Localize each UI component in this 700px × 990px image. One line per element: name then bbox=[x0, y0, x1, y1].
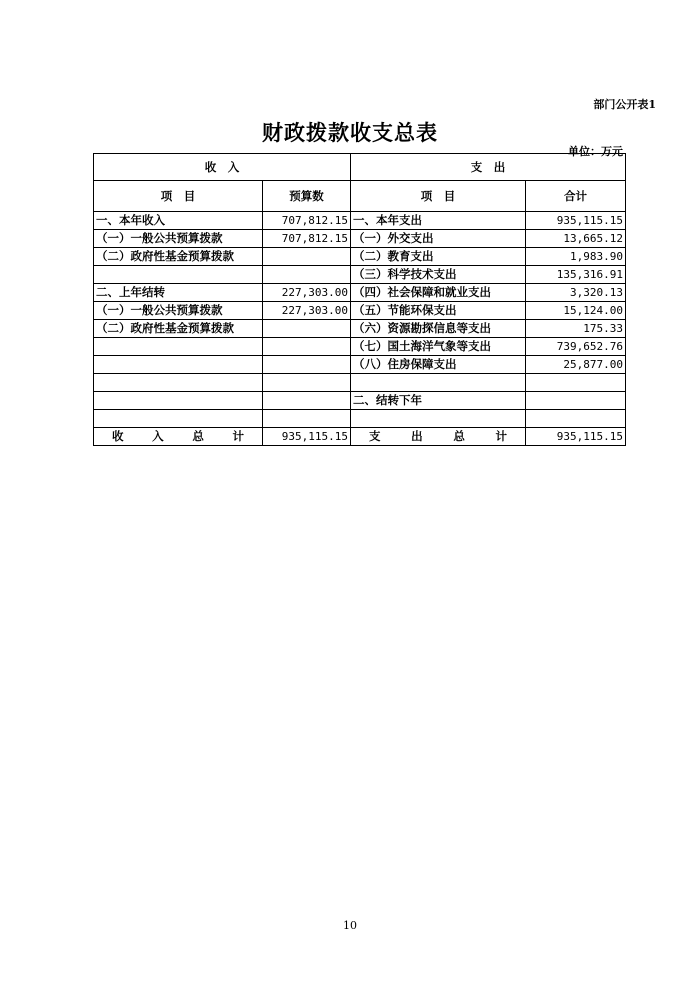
expense-item-cell bbox=[351, 410, 526, 428]
expense-item-cell: （七）国土海洋气象等支出 bbox=[351, 338, 526, 356]
expense-item-cell: （三）科学技术支出 bbox=[351, 266, 526, 284]
table-row bbox=[94, 356, 626, 374]
budget-value-cell bbox=[263, 266, 351, 284]
expense-item-cell: 一、本年支出 bbox=[351, 212, 526, 230]
total-value-cell bbox=[526, 392, 626, 410]
table-row bbox=[94, 320, 626, 338]
total-row bbox=[94, 428, 626, 446]
expense-total-label bbox=[351, 428, 526, 446]
budget-value-cell bbox=[263, 248, 351, 266]
total-value-cell bbox=[526, 410, 626, 428]
budget-value-cell bbox=[263, 320, 351, 338]
expense-item-cell: （五）节能环保支出 bbox=[351, 302, 526, 320]
column-header-row bbox=[94, 181, 626, 212]
total-value-cell: 3,320.13 bbox=[526, 284, 626, 302]
table-row bbox=[94, 338, 626, 356]
table-row bbox=[94, 302, 626, 320]
total-value-cell: 1,983.90 bbox=[526, 248, 626, 266]
income-item-cell: （二）政府性基金预算拨款 bbox=[94, 248, 263, 266]
budget-header: 预算数 bbox=[263, 181, 351, 212]
income-item-cell bbox=[94, 392, 263, 410]
table-row bbox=[94, 284, 626, 302]
income-item-cell: （一）一般公共预算拨款 bbox=[94, 230, 263, 248]
budget-value-cell: 707,812.15 bbox=[263, 212, 351, 230]
total-label-char: 收 bbox=[112, 429, 124, 443]
total-value-cell bbox=[526, 374, 626, 392]
total-value-cell: 135,316.91 bbox=[526, 266, 626, 284]
income-item-cell: 二、上年结转 bbox=[94, 284, 263, 302]
table-tag: 部门公开表1 bbox=[593, 98, 656, 111]
budget-value-cell bbox=[263, 374, 351, 392]
total-value-cell: 935,115.15 bbox=[526, 212, 626, 230]
budget-value-cell: 227,303.00 bbox=[263, 284, 351, 302]
expense-item-cell bbox=[351, 374, 526, 392]
expense-item-cell: （二）教育支出 bbox=[351, 248, 526, 266]
total-label-char: 计 bbox=[495, 429, 507, 443]
income-total-label bbox=[94, 428, 263, 446]
page-number: 10 bbox=[343, 919, 357, 932]
table-row bbox=[94, 248, 626, 266]
income-item-cell: （二）政府性基金预算拨款 bbox=[94, 320, 263, 338]
budget-value-cell bbox=[263, 410, 351, 428]
table-row bbox=[94, 374, 626, 392]
unit-label: 单位：万元 bbox=[568, 145, 623, 158]
expense-group-header: 支 出 bbox=[351, 154, 626, 181]
budget-table bbox=[93, 153, 626, 446]
expense-item-cell: （一）外交支出 bbox=[351, 230, 526, 248]
total-label-char: 总 bbox=[192, 429, 204, 443]
budget-value-cell bbox=[263, 392, 351, 410]
group-header-row bbox=[94, 154, 626, 181]
total-label-char: 计 bbox=[232, 429, 244, 443]
total-value-cell: 739,652.76 bbox=[526, 338, 626, 356]
income-item-cell bbox=[94, 410, 263, 428]
page-title: 财政拨款收支总表 bbox=[262, 120, 438, 145]
budget-value-cell: 707,812.15 bbox=[263, 230, 351, 248]
total-label-char: 总 bbox=[453, 429, 465, 443]
total-label-char: 出 bbox=[411, 429, 423, 443]
table-row bbox=[94, 266, 626, 284]
income-item-cell bbox=[94, 338, 263, 356]
expense-total-value: 935,115.15 bbox=[526, 428, 626, 446]
budget-value-cell: 227,303.00 bbox=[263, 302, 351, 320]
table-row bbox=[94, 212, 626, 230]
expense-item-cell: （四）社会保障和就业支出 bbox=[351, 284, 526, 302]
income-item-cell bbox=[94, 374, 263, 392]
budget-value-cell bbox=[263, 356, 351, 374]
total-label-char: 支 bbox=[369, 429, 381, 443]
table-row bbox=[94, 230, 626, 248]
total-value-cell: 15,124.00 bbox=[526, 302, 626, 320]
income-total-value: 935,115.15 bbox=[263, 428, 351, 446]
expense-item-cell: （八）住房保障支出 bbox=[351, 356, 526, 374]
total-header: 合计 bbox=[526, 181, 626, 212]
total-value-cell: 25,877.00 bbox=[526, 356, 626, 374]
budget-value-cell bbox=[263, 338, 351, 356]
income-group-header: 收 入 bbox=[94, 154, 351, 181]
expense-item-cell: （六）资源勘探信息等支出 bbox=[351, 320, 526, 338]
table-row bbox=[94, 410, 626, 428]
total-value-cell: 13,665.12 bbox=[526, 230, 626, 248]
income-item-cell: （一）一般公共预算拨款 bbox=[94, 302, 263, 320]
income-item-header: 项 目 bbox=[94, 181, 263, 212]
total-value-cell: 175.33 bbox=[526, 320, 626, 338]
expense-item-header: 项 目 bbox=[351, 181, 526, 212]
table-row bbox=[94, 392, 626, 410]
expense-item-cell: 二、结转下年 bbox=[351, 392, 526, 410]
income-item-cell bbox=[94, 266, 263, 284]
income-item-cell: 一、本年收入 bbox=[94, 212, 263, 230]
income-item-cell bbox=[94, 356, 263, 374]
total-label-char: 入 bbox=[152, 429, 164, 443]
